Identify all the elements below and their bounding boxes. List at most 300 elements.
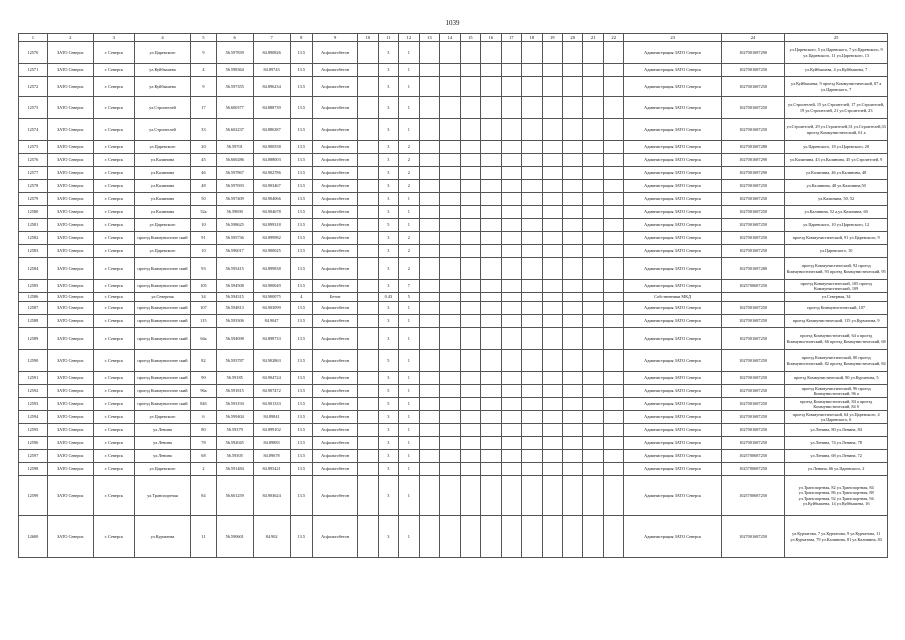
cell-empty xyxy=(501,167,521,180)
cell-c11: 3 xyxy=(378,232,398,245)
cell-ogrn: 1027001687250 xyxy=(721,206,785,219)
cell-empty xyxy=(603,245,623,258)
cell-house: 68 xyxy=(191,450,217,463)
cell-org: ЗАТО Северск xyxy=(47,167,93,180)
cell-addr: проезд Коммунистический, 115 ул.Курчатова, 9 xyxy=(785,315,888,328)
cell-empty xyxy=(562,328,582,350)
cell-house: 115 xyxy=(191,315,217,328)
cell-addr: ул.Ленина, 68 ул.Ленина, 72 xyxy=(785,450,888,463)
table-row xyxy=(19,516,888,558)
cell-empty xyxy=(522,328,542,350)
cell-org: ЗАТО Северск xyxy=(47,119,93,141)
table-row xyxy=(19,385,888,398)
cell-empty xyxy=(419,411,439,424)
cell-id: 12595 xyxy=(19,424,48,437)
cell-ogrn: 1027001687250 xyxy=(721,372,785,385)
cell-empty xyxy=(460,193,480,206)
cell-house: 84б xyxy=(191,398,217,411)
cell-house: 46 xyxy=(191,167,217,180)
cell-admin: Администрация ЗАТО Северск xyxy=(624,385,721,398)
cell-org: ЗАТО Северск xyxy=(47,193,93,206)
cell-admin: Администрация ЗАТО Северск xyxy=(624,516,721,558)
cell-ogrn: 1027001687250 xyxy=(721,232,785,245)
column-number: 11 xyxy=(378,34,398,42)
cell-empty xyxy=(542,476,562,516)
cell-org: ЗАТО Северск xyxy=(47,42,93,64)
table-row xyxy=(19,424,888,437)
cell-empty xyxy=(522,350,542,372)
cell-empty xyxy=(481,154,501,167)
cell-house: 9 xyxy=(191,42,217,64)
cell-empty xyxy=(583,293,603,302)
cell-city: г. Северск xyxy=(93,232,134,245)
cell-city: г. Северск xyxy=(93,42,134,64)
cell-c11: 3 xyxy=(378,77,398,97)
cell-empty xyxy=(440,516,460,558)
table-row xyxy=(19,258,888,280)
cell-empty xyxy=(522,280,542,293)
cell-city: г. Северск xyxy=(93,463,134,476)
cell-empty xyxy=(542,245,562,258)
cell-house: 91 xyxy=(191,232,217,245)
cell-empty xyxy=(501,141,521,154)
cell-empty xyxy=(583,437,603,450)
cell-city: г. Северск xyxy=(93,180,134,193)
cell-empty xyxy=(481,372,501,385)
cell-empty xyxy=(583,302,603,315)
cell-ogrn: 1025700687250 xyxy=(721,450,785,463)
cell-surface: Асфальтобетон xyxy=(313,302,358,315)
cell-c12: 1 xyxy=(399,328,419,350)
cell-empty xyxy=(542,398,562,411)
cell-empty xyxy=(460,372,480,385)
cell-street: ул.Ленина xyxy=(134,450,190,463)
cell-empty xyxy=(522,424,542,437)
cell-lon: 84.9047 xyxy=(253,315,290,328)
cell-empty xyxy=(562,398,582,411)
cell-empty xyxy=(603,315,623,328)
cell-c12: 1 xyxy=(399,437,419,450)
cell-ogrn: 1027001687280 xyxy=(721,141,785,154)
cell-empty xyxy=(603,476,623,516)
cell-empty xyxy=(440,450,460,463)
cell-c12: 1 xyxy=(399,516,419,558)
cell-empty xyxy=(562,77,582,97)
cell-empty xyxy=(501,437,521,450)
cell-empty xyxy=(501,350,521,372)
cell-lon: 84.902 xyxy=(253,516,290,558)
cell-empty xyxy=(522,245,542,258)
cell-empty xyxy=(542,350,562,372)
cell-c11: 3 xyxy=(378,42,398,64)
cell-empty xyxy=(358,119,378,141)
cell-c12: 7 xyxy=(399,280,419,293)
cell-empty xyxy=(542,119,562,141)
cell-street: ул.Курчатова xyxy=(134,516,190,558)
cell-lon: 84.89678 xyxy=(253,450,290,463)
cell-lon: 84.890826 xyxy=(253,42,290,64)
cell-ogrn: 1027001687250 xyxy=(721,411,785,424)
cell-empty xyxy=(358,411,378,424)
cell-empty xyxy=(481,232,501,245)
cell-lat: 56.597355 xyxy=(216,77,253,97)
cell-area: 13.5 xyxy=(290,193,313,206)
cell-surface: Асфальтобетон xyxy=(313,245,358,258)
cell-empty xyxy=(501,328,521,350)
cell-empty xyxy=(603,280,623,293)
column-number: 13 xyxy=(419,34,439,42)
cell-surface: Асфальтобетон xyxy=(313,437,358,450)
cell-empty xyxy=(460,516,480,558)
cell-street: ул.Куйбышева xyxy=(134,77,190,97)
cell-c12: 1 xyxy=(399,476,419,516)
cell-surface: Асфальтобетон xyxy=(313,232,358,245)
cell-empty xyxy=(583,42,603,64)
cell-empty xyxy=(583,424,603,437)
cell-c12: 1 xyxy=(399,463,419,476)
cell-c12: 1 xyxy=(399,372,419,385)
cell-surface: Асфальтобетон xyxy=(313,450,358,463)
cell-empty xyxy=(481,424,501,437)
cell-empty xyxy=(542,424,562,437)
cell-city: г. Северск xyxy=(93,280,134,293)
cell-org: ЗАТО Северск xyxy=(47,437,93,450)
cell-empty xyxy=(542,42,562,64)
cell-empty xyxy=(419,302,439,315)
cell-city: г. Северск xyxy=(93,97,134,119)
cell-empty xyxy=(358,258,378,280)
cell-city: г. Северск xyxy=(93,206,134,219)
cell-id: 12581 xyxy=(19,219,48,232)
cell-ogrn: 1025700687250 xyxy=(721,463,785,476)
cell-ogrn: 1025700687250 xyxy=(721,476,785,516)
cell-empty xyxy=(562,280,582,293)
cell-c12: 1 xyxy=(399,315,419,328)
cell-empty xyxy=(440,258,460,280)
cell-house: 90 xyxy=(191,372,217,385)
cell-id: 12574 xyxy=(19,119,48,141)
cell-id: 12594 xyxy=(19,411,48,424)
cell-house: 52а xyxy=(191,206,217,219)
cell-empty xyxy=(562,141,582,154)
cell-surface: Асфальтобетон xyxy=(313,424,358,437)
cell-empty xyxy=(358,167,378,180)
cell-empty xyxy=(460,450,480,463)
cell-ogrn: 1027001687290 xyxy=(721,42,785,64)
cell-id: 12577 xyxy=(19,167,48,180)
cell-empty xyxy=(501,119,521,141)
cell-lat: 56.59690 xyxy=(216,206,253,219)
cell-city: г. Северск xyxy=(93,77,134,97)
cell-c11: 3 xyxy=(378,141,398,154)
cell-empty xyxy=(419,245,439,258)
cell-street: ул.Транспортная xyxy=(134,476,190,516)
cell-c11: 3 xyxy=(378,258,398,280)
cell-street: проезд Коммунистиче ский xyxy=(134,385,190,398)
cell-empty xyxy=(481,328,501,350)
cell-surface: Асфальтобетон xyxy=(313,119,358,141)
cell-c11: 3 xyxy=(378,206,398,219)
cell-empty xyxy=(542,206,562,219)
cell-area: 13.5 xyxy=(290,280,313,293)
cell-org: ЗАТО Северск xyxy=(47,280,93,293)
cell-area: 13.5 xyxy=(290,302,313,315)
cell-city: г. Северск xyxy=(93,193,134,206)
cell-house: 9 xyxy=(191,77,217,97)
cell-c11: 3 xyxy=(378,193,398,206)
table-row xyxy=(19,119,888,141)
cell-street: ул.Северная xyxy=(134,293,190,302)
cell-empty xyxy=(419,315,439,328)
cell-lat: 56.593787 xyxy=(216,350,253,372)
cell-lat: 56.597867 xyxy=(216,167,253,180)
cell-id: 12578 xyxy=(19,180,48,193)
cell-lat: 56.593194 xyxy=(216,398,253,411)
cell-empty xyxy=(562,411,582,424)
cell-city: г. Северск xyxy=(93,245,134,258)
cell-ogrn: 1027001687250 xyxy=(721,424,785,437)
cell-empty xyxy=(522,385,542,398)
cell-empty xyxy=(542,372,562,385)
cell-empty xyxy=(419,280,439,293)
cell-empty xyxy=(562,385,582,398)
cell-empty xyxy=(481,350,501,372)
cell-admin: Администрация ЗАТО Северск xyxy=(624,411,721,424)
cell-empty xyxy=(583,280,603,293)
cell-c12: 1 xyxy=(399,398,419,411)
cell-admin: Администрация ЗАТО Северск xyxy=(624,315,721,328)
cell-empty xyxy=(542,385,562,398)
cell-org: ЗАТО Северск xyxy=(47,302,93,315)
cell-empty xyxy=(562,42,582,64)
cell-empty xyxy=(460,232,480,245)
cell-area: 13.5 xyxy=(290,232,313,245)
cell-city: г. Северск xyxy=(93,372,134,385)
cell-id: 12579 xyxy=(19,193,48,206)
cell-house: 20 xyxy=(191,141,217,154)
table-row xyxy=(19,293,888,302)
cell-empty xyxy=(358,232,378,245)
cell-lon: 84.901333 xyxy=(253,398,290,411)
cell-empty xyxy=(562,245,582,258)
cell-empty xyxy=(440,97,460,119)
cell-c11: 3 xyxy=(378,245,398,258)
cell-empty xyxy=(583,372,603,385)
cell-lat: 56.594508 xyxy=(216,280,253,293)
cell-empty xyxy=(460,206,480,219)
cell-surface: Асфальтобетон xyxy=(313,64,358,77)
cell-empty xyxy=(419,463,439,476)
cell-empty xyxy=(358,350,378,372)
cell-empty xyxy=(603,167,623,180)
cell-empty xyxy=(522,219,542,232)
cell-id: 12592 xyxy=(19,385,48,398)
cell-id: 12597 xyxy=(19,450,48,463)
cell-empty xyxy=(358,42,378,64)
cell-house: 34 xyxy=(191,293,217,302)
cell-addr: проезд Коммунистический, 64 ул.Царевского, 4 ул.Царевского, 6 xyxy=(785,411,888,424)
cell-org: ЗАТО Северск xyxy=(47,97,93,119)
cell-empty xyxy=(481,302,501,315)
cell-addr: ул.Куйбышева, 4 ул.Куйбышева, 7 xyxy=(785,64,888,77)
cell-org: ЗАТО Северск xyxy=(47,350,93,372)
cell-empty xyxy=(481,97,501,119)
cell-c12: 1 xyxy=(399,219,419,232)
cell-c11: 3 xyxy=(378,372,398,385)
cell-c12: 1 xyxy=(399,77,419,97)
column-number: 5 xyxy=(191,34,217,42)
cell-area: 13.5 xyxy=(290,516,313,558)
cell-ogrn: 1027001687250 xyxy=(721,64,785,77)
cell-empty xyxy=(440,119,460,141)
cell-empty xyxy=(501,77,521,97)
cell-addr: ул.Строителей, 29 ул.Строителей,31 ул.Строителей,33 проезд Коммунистический, 61 а xyxy=(785,119,888,141)
cell-empty xyxy=(419,476,439,516)
cell-street: ул.Ленина xyxy=(134,437,190,450)
cell-empty xyxy=(522,154,542,167)
cell-surface: Асфальтобетон xyxy=(313,258,358,280)
cell-street: проезд Коммунистиче ский xyxy=(134,398,190,411)
column-number: 25 xyxy=(785,34,888,42)
cell-area: 13.5 xyxy=(290,180,313,193)
cell-area: 4 xyxy=(290,293,313,302)
cell-addr: ул.Ленина, 74 ул.Ленина, 78 xyxy=(785,437,888,450)
cell-admin: Администрация ЗАТО Северск xyxy=(624,193,721,206)
cell-empty xyxy=(583,97,603,119)
cell-area: 13.5 xyxy=(290,64,313,77)
cell-empty xyxy=(481,476,501,516)
cell-empty xyxy=(583,193,603,206)
cell-c11: 3 xyxy=(378,119,398,141)
table-row xyxy=(19,154,888,167)
cell-ogrn: 1027001687250 xyxy=(721,437,785,450)
cell-empty xyxy=(419,167,439,180)
cell-empty xyxy=(358,97,378,119)
table-row xyxy=(19,328,888,350)
cell-empty xyxy=(583,167,603,180)
cell-empty xyxy=(501,258,521,280)
cell-empty xyxy=(460,385,480,398)
column-number: 6 xyxy=(216,34,253,42)
cell-empty xyxy=(522,411,542,424)
cell-c11: 3 xyxy=(378,64,398,77)
cell-empty xyxy=(460,293,480,302)
cell-lat: 56.593306 xyxy=(216,315,253,328)
column-number: 8 xyxy=(290,34,313,42)
cell-city: г. Северск xyxy=(93,411,134,424)
cell-empty xyxy=(583,463,603,476)
cell-empty xyxy=(440,154,460,167)
cell-empty xyxy=(542,193,562,206)
cell-empty xyxy=(440,232,460,245)
cell-street: ул.Царевского xyxy=(134,219,190,232)
cell-empty xyxy=(419,516,439,558)
cell-area: 13.5 xyxy=(290,328,313,350)
cell-house: 48 xyxy=(191,180,217,193)
cell-surface: Асфальтобетон xyxy=(313,476,358,516)
cell-empty xyxy=(562,232,582,245)
cell-lat: 56.590601 xyxy=(216,516,253,558)
cell-admin: Администрация ЗАТО Северск xyxy=(624,219,721,232)
cell-empty xyxy=(583,258,603,280)
cell-empty xyxy=(460,245,480,258)
table-row xyxy=(19,350,888,372)
cell-id: 12584 xyxy=(19,258,48,280)
cell-empty xyxy=(481,280,501,293)
cell-empty xyxy=(603,154,623,167)
cell-id: 12589 xyxy=(19,328,48,350)
cell-empty xyxy=(583,385,603,398)
cell-city: г. Северск xyxy=(93,350,134,372)
cell-empty xyxy=(419,350,439,372)
cell-addr: ул.Курчатова, 7 ул.Курчатова, 9 ул.Курчатова, 11 ул.Курчатова, 79 ул.Калинина, 81 ул.Калинина, 83 xyxy=(785,516,888,558)
cell-empty xyxy=(419,97,439,119)
cell-empty xyxy=(583,328,603,350)
cell-empty xyxy=(440,411,460,424)
cell-surface: Асфальтобетон xyxy=(313,372,358,385)
cell-c11: 3 xyxy=(378,97,398,119)
cell-empty xyxy=(419,450,439,463)
table-row xyxy=(19,280,888,293)
cell-house: 93 xyxy=(191,258,217,280)
cell-surface: Асфальтобетон xyxy=(313,206,358,219)
cell-surface: Асфальтобетон xyxy=(313,280,358,293)
cell-org: ЗАТО Северск xyxy=(47,293,93,302)
cell-empty xyxy=(583,154,603,167)
cell-city: г. Северск xyxy=(93,476,134,516)
cell-c11: 3 xyxy=(378,315,398,328)
cell-street: ул.Калинина xyxy=(134,154,190,167)
cell-surface: Асфальтобетон xyxy=(313,315,358,328)
cell-empty xyxy=(358,219,378,232)
cell-lon: 84.900025 xyxy=(253,245,290,258)
cell-empty xyxy=(481,385,501,398)
cell-empty xyxy=(562,193,582,206)
cell-area: 13.5 xyxy=(290,372,313,385)
cell-lat: 56.595415 xyxy=(216,258,253,280)
column-number: 18 xyxy=(522,34,542,42)
cell-empty xyxy=(522,398,542,411)
cell-admin: Администрация ЗАТО Северск xyxy=(624,463,721,476)
cell-lon: 84.899318 xyxy=(253,219,290,232)
cell-admin: Администрация ЗАТО Северск xyxy=(624,206,721,219)
column-number: 17 xyxy=(501,34,521,42)
cell-empty xyxy=(481,245,501,258)
cell-empty xyxy=(603,193,623,206)
cell-empty xyxy=(603,385,623,398)
table-row xyxy=(19,180,888,193)
cell-lon: 84.899102 xyxy=(253,424,290,437)
column-number: 19 xyxy=(542,34,562,42)
cell-c11: 3 xyxy=(378,180,398,193)
cell-empty xyxy=(481,119,501,141)
cell-empty xyxy=(583,398,603,411)
cell-empty xyxy=(460,280,480,293)
cell-c12: 2 xyxy=(399,180,419,193)
cell-house: 50 xyxy=(191,193,217,206)
cell-area: 13.5 xyxy=(290,206,313,219)
cell-area: 13.5 xyxy=(290,258,313,280)
cell-empty xyxy=(501,64,521,77)
cell-lat: 56.595736 xyxy=(216,232,253,245)
column-number: 1 xyxy=(19,34,48,42)
cell-surface: Асфальтобетон xyxy=(313,77,358,97)
cell-addr: ул.Царевского, 10 ул.Царевского, 12 xyxy=(785,219,888,232)
cell-empty xyxy=(501,450,521,463)
table-row xyxy=(19,77,888,97)
cell-surface: Асфальтобетон xyxy=(313,154,358,167)
table-row xyxy=(19,302,888,315)
